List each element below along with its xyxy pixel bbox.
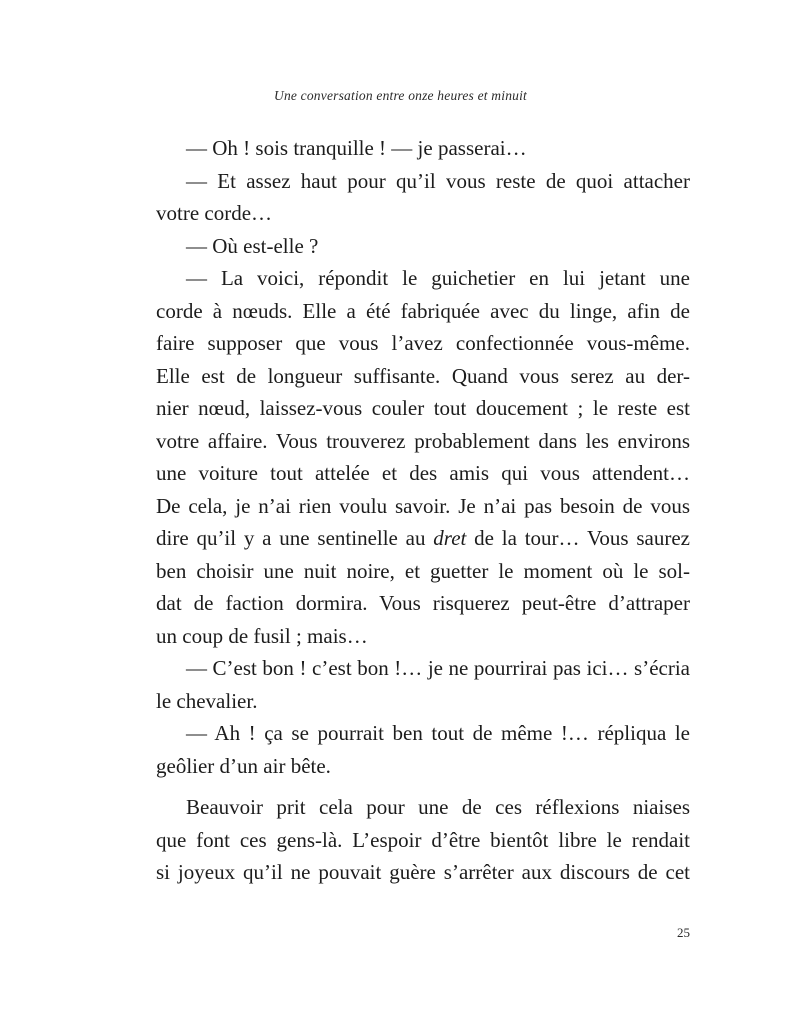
text-line: votre affaire. Vous trouverez probablement dans les environs bbox=[156, 428, 690, 453]
text-line: — Ah ! ça se pourrait ben tout de même !… répliqua le bbox=[186, 721, 690, 745]
body-text bbox=[156, 132, 690, 889]
text-line: geôlier d’un air bête. bbox=[156, 753, 331, 778]
text-run: de la tour… Vous saurez bbox=[466, 526, 691, 550]
text-line: ben choisir une nuit noire, et guetter le moment où le sol- bbox=[156, 558, 690, 583]
text-line-with-italic bbox=[156, 522, 690, 555]
text-line: un coup de fusil ; mais… bbox=[156, 623, 368, 648]
text-line: — C’est bon ! c’est bon !… je ne pourrirai pas ici… s’écria bbox=[186, 656, 690, 680]
text-line: corde à nœuds. Elle a été fabriquée avec du linge, afin de bbox=[156, 298, 690, 323]
running-head: Une conversation entre onze heures et minuit bbox=[274, 88, 527, 103]
text-line: — Et assez haut pour qu’il vous reste de quoi attacher bbox=[186, 168, 690, 193]
text-line: une voiture tout attelée et des amis qui vous attendent… bbox=[156, 461, 690, 485]
italic-word: dret bbox=[433, 526, 467, 550]
text-line: — Oh ! sois tranquille ! — je passerai… bbox=[186, 136, 527, 160]
text-run: dire qu’il y a une sentinelle au bbox=[156, 526, 434, 550]
text-line: le chevalier. bbox=[156, 688, 258, 713]
text-line: que font ces gens-là. L’espoir d’être bientôt libre le rendait bbox=[156, 827, 690, 852]
page-number: 25 bbox=[677, 925, 690, 940]
text-line: De cela, je n’ai rien voulu savoir. Je n’ai pas besoin de vous bbox=[156, 493, 690, 518]
text-line: — Où est-elle ? bbox=[186, 233, 319, 258]
text-line: Beauvoir prit cela pour une de ces réflexions niaises bbox=[186, 795, 690, 819]
text-line: nier nœud, laissez-vous couler tout doucement ; le reste est bbox=[156, 396, 690, 420]
text-line: si joyeux qu’il ne pouvait guère s’arrêter aux discours de cet bbox=[156, 860, 690, 884]
text-line: — La voici, répondit le guichetier en lui jetant une bbox=[186, 266, 690, 290]
text-line: votre corde… bbox=[156, 201, 273, 225]
text-line: faire supposer que vous l’avez confectionnée vous-même. bbox=[156, 331, 690, 355]
text-line: dat de faction dormira. Vous risquerez peut-être d’attraper bbox=[156, 591, 690, 615]
text-line: Elle est de longueur suffisante. Quand vous serez au der- bbox=[156, 363, 690, 388]
